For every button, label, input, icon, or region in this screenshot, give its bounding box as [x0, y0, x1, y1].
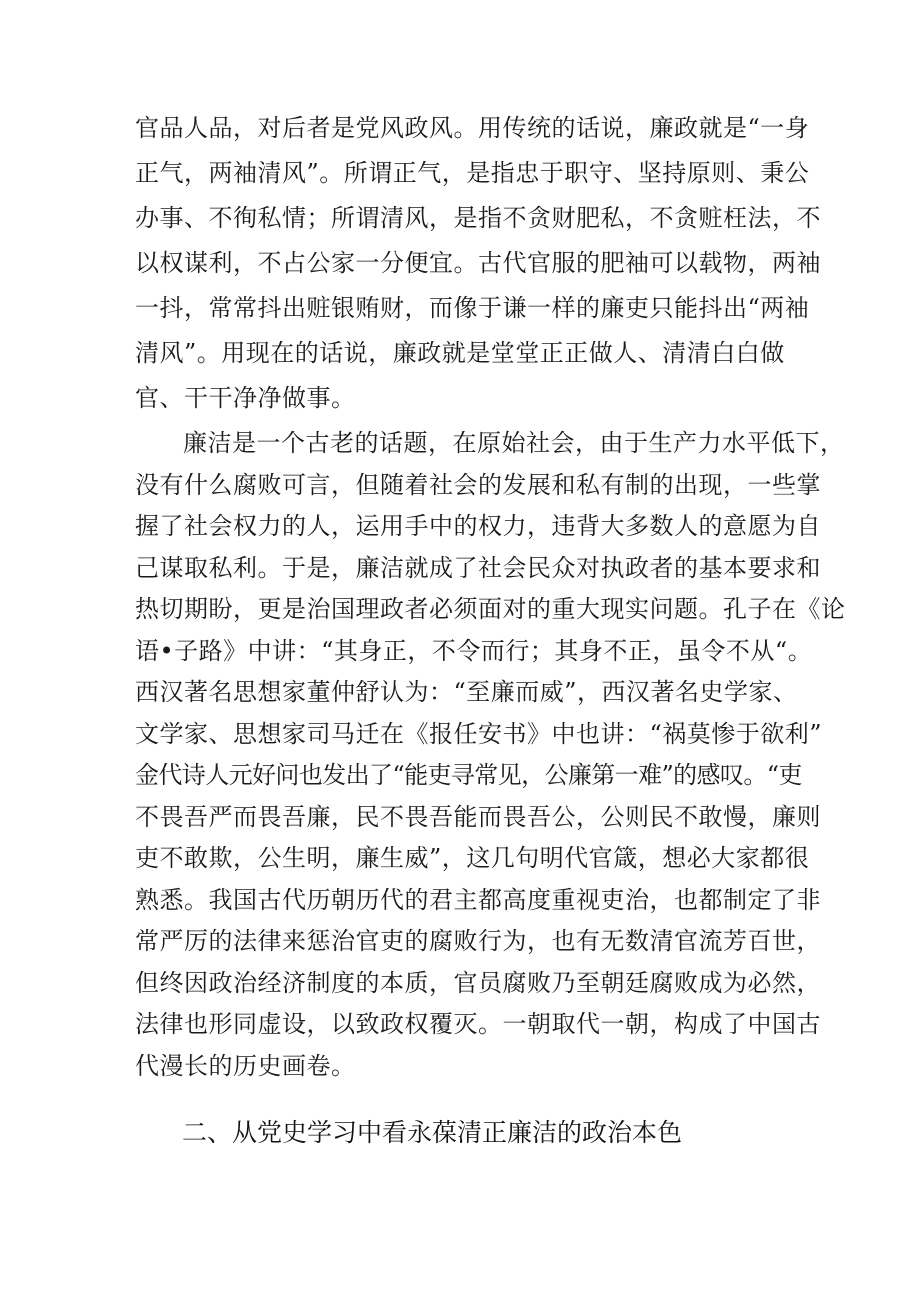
paragraph-2-line-3: 握了社会权力的人，运用手中的权力，违背大多数人的意愿为自	[135, 512, 821, 540]
paragraph-2-line-5: 热切期盼，更是治国理政者必须面对的重大现实问题。孔子在《论	[135, 595, 846, 623]
paragraph-2-line-12: 熟悉。我国古代历朝历代的君主都高度重视吏治，也都制定了非	[135, 886, 821, 914]
paragraph-2-line-6: 语•子路》中讲：“其身正，不令而行；其身不正，虽令不从“。	[135, 637, 813, 665]
paragraph-2-line-13: 常严厉的法律来惩治官吏的腐败行为，也有无数清官流芳百世，	[135, 927, 821, 955]
paragraph-2-line-8: 文学家、思想家司马迁在《报任安书》中也讲：“祸莫惨于欲利”	[135, 720, 823, 748]
paragraph-2-line-10: 不畏吾严而畏吾廉，民不畏吾能而畏吾公，公则民不敢慢，廉则	[135, 803, 821, 831]
paragraph-1-line-7: 官、干干净净做事。	[135, 384, 356, 412]
paragraph-2-line-7: 西汉著名思想家董仲舒认为：“至廉而威”，西汉著名史学家、	[135, 678, 798, 706]
paragraph-2-line-2: 没有什么腐败可言，但随着社会的发展和私有制的出现，一些掌	[135, 471, 821, 499]
paragraph-2-line-4: 己谋取私利。于是，廉洁就成了社会民众对执政者的基本要求和	[135, 554, 821, 582]
paragraph-2-line-15: 法律也形同虚设，以致政权覆灭。一朝取代一朝，构成了中国古	[135, 1010, 821, 1038]
paragraph-1-line-6: 清风”。用现在的话说，廉政就是堂堂正正做人、清清白白做	[135, 339, 785, 367]
paragraph-2-line-1: 廉洁是一个古老的话题，在原始社会，由于生产力水平低下，	[183, 429, 845, 457]
paragraph-1-line-2: 正气，两袖清风”。所谓正气，是指忠于职守、坚持原则、秉公	[135, 159, 810, 187]
paragraph-1-line-1: 官品人品，对后者是党风政风。用传统的话说，廉政就是“一身	[135, 114, 810, 142]
paragraph-1-line-4: 以权谋利，不占公家一分便宜。古代官服的肥袖可以载物，两袖	[135, 249, 821, 277]
section-heading: 二、从党史学习中看永葆清正廉洁的政治本色	[182, 1118, 683, 1147]
paragraph-2-line-16: 代漫长的历史画卷。	[135, 1052, 356, 1080]
paragraph-2-line-11: 吏不敢欺，公生明，廉生威”，这几句明代官箴，想必大家都很	[135, 844, 810, 872]
paragraph-1-line-3: 办事、不徇私情；所谓清风，是指不贪财肥私，不贪赃枉法，不	[135, 204, 821, 232]
paragraph-2-line-9: 金代诗人元好问也发出了“能吏寻常见，公廉第一难”的感叹。“吏	[135, 761, 802, 789]
paragraph-2-line-14: 但终因政治经济制度的本质，官员腐败乃至朝廷腐败成为必然，	[135, 969, 821, 997]
paragraph-1-line-5: 一抖，常常抖出赃银贿财，而像于谦一样的廉吏只能抖出“两袖	[135, 294, 810, 322]
